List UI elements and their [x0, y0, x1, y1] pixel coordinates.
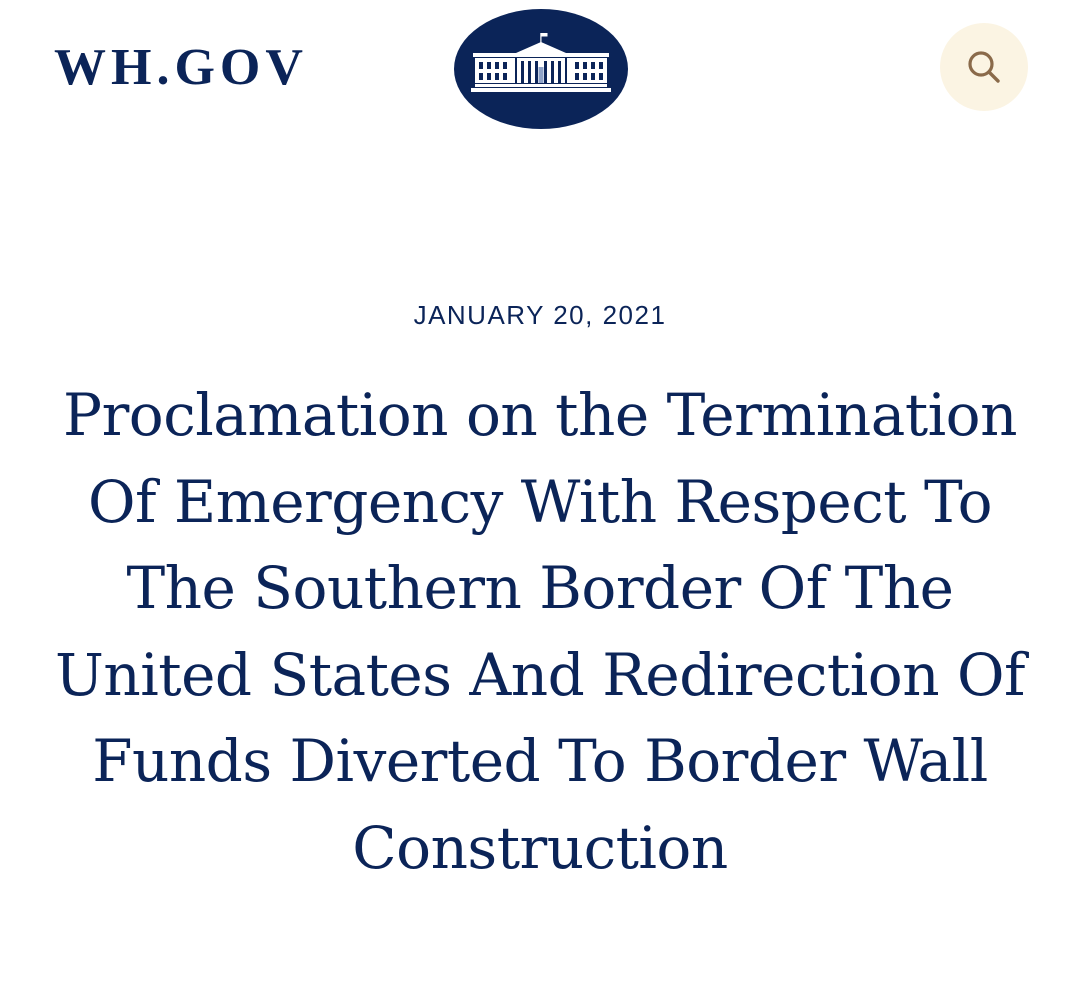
site-name-link[interactable]: WH.GOV [54, 39, 308, 96]
search-icon [964, 47, 1004, 87]
page-title: Proclamation on the Termination Of Emergency With Respect To The Southern Border Of The United States And Redirection Of Funds Diverted To Border Wall Construction [54, 381, 1026, 882]
search-button[interactable] [940, 23, 1028, 111]
white-house-seal-icon[interactable] [454, 9, 628, 129]
publish-date: JANUARY 20, 2021 [413, 300, 667, 330]
site-header [0, 0, 1080, 140]
